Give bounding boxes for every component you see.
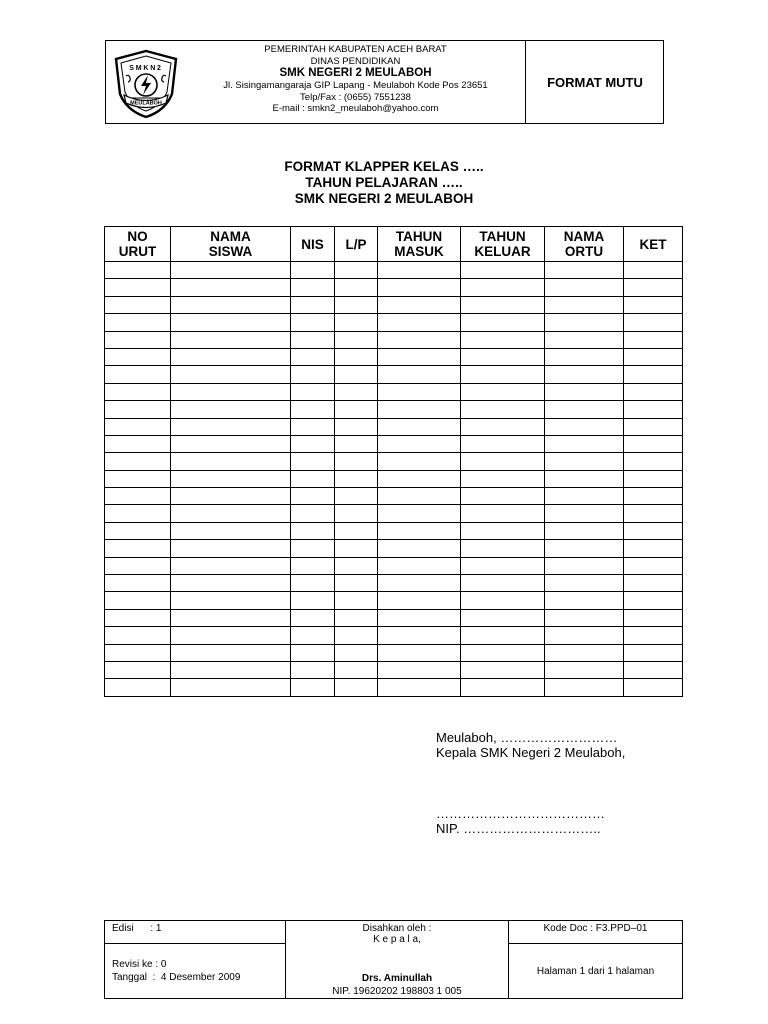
table-cell (171, 383, 291, 400)
table-cell (105, 383, 171, 400)
table-cell (624, 592, 683, 609)
table-cell (461, 418, 545, 435)
table-cell (291, 488, 335, 505)
table-cell (461, 435, 545, 452)
document-title: FORMAT KLAPPER KELAS ….. (284, 159, 484, 174)
table-cell (291, 609, 335, 626)
table-cell (291, 366, 335, 383)
table-cell (378, 262, 461, 279)
table-cell (171, 401, 291, 418)
table-cell (335, 331, 378, 348)
table-cell (545, 644, 624, 661)
col-tahun-masuk: TAHUN MASUK (378, 227, 461, 262)
table-cell (624, 314, 683, 331)
table-header-row (105, 227, 683, 262)
table-cell (105, 331, 171, 348)
table-cell (461, 331, 545, 348)
table-cell (545, 522, 624, 539)
table-cell (335, 627, 378, 644)
table-cell (378, 505, 461, 522)
table-cell (171, 366, 291, 383)
table-cell (335, 522, 378, 539)
table-cell (624, 401, 683, 418)
table-cell (291, 296, 335, 313)
table-cell (624, 366, 683, 383)
table-cell (461, 366, 545, 383)
revision-cell (105, 944, 286, 999)
table-cell (335, 453, 378, 470)
col-lp: L/P (335, 227, 378, 262)
table-cell (291, 435, 335, 452)
school-phone: Telp/Fax : (0655) 7551238 (300, 91, 411, 103)
page-count-cell: Halaman 1 dari 1 halaman (509, 944, 683, 999)
table-row (105, 348, 683, 365)
table-cell (378, 453, 461, 470)
institution-info (186, 40, 526, 124)
table-cell (171, 661, 291, 678)
table-cell (378, 661, 461, 678)
table-cell (624, 348, 683, 365)
edisi-cell: Edisi : 1 (105, 921, 286, 944)
table-cell (378, 383, 461, 400)
table-row (105, 679, 683, 696)
table-cell (335, 679, 378, 696)
table-cell (624, 453, 683, 470)
table-cell (624, 296, 683, 313)
table-cell (378, 592, 461, 609)
table-cell (105, 296, 171, 313)
table-cell (105, 314, 171, 331)
table-cell (291, 644, 335, 661)
col-nis: NIS (291, 227, 335, 262)
table-cell (291, 262, 335, 279)
table-row (105, 644, 683, 661)
table-cell (461, 453, 545, 470)
table-cell (545, 435, 624, 452)
school-title: SMK NEGERI 2 MEULABOH (294, 191, 474, 206)
table-cell (624, 661, 683, 678)
table-row (105, 435, 683, 452)
approved-by-label: Disahkan oleh : (362, 923, 432, 934)
table-cell (461, 488, 545, 505)
table-cell (335, 314, 378, 331)
table-cell (291, 453, 335, 470)
table-cell (291, 557, 335, 574)
table-row (105, 488, 683, 505)
table-cell (171, 679, 291, 696)
table-cell (291, 279, 335, 296)
table-cell (545, 383, 624, 400)
table-cell (624, 644, 683, 661)
revision-number: Revisi ke : 0 (112, 959, 167, 970)
table-cell (105, 609, 171, 626)
table-cell (171, 435, 291, 452)
table-cell (105, 575, 171, 592)
table-row (105, 522, 683, 539)
table-cell (461, 383, 545, 400)
table-row (105, 453, 683, 470)
approver-nip: NIP. 19620202 198803 1 005 (332, 986, 462, 997)
table-cell (171, 609, 291, 626)
table-cell (624, 279, 683, 296)
table-cell (335, 401, 378, 418)
table-cell (105, 279, 171, 296)
table-cell (378, 540, 461, 557)
table-cell (105, 557, 171, 574)
table-cell (545, 575, 624, 592)
table-cell (291, 314, 335, 331)
table-cell (378, 314, 461, 331)
table-cell (461, 505, 545, 522)
table-cell (171, 488, 291, 505)
klapper-table (104, 226, 683, 697)
table-cell (171, 644, 291, 661)
school-address: Jl. Sisingamangaraja GIP Lapang - Meulaboh Kode Pos 23651 (223, 80, 488, 91)
table-cell (105, 418, 171, 435)
signatory-name-blank: ………………………………… (436, 806, 605, 821)
table-cell (461, 314, 545, 331)
table-cell (545, 418, 624, 435)
table-cell (105, 262, 171, 279)
table-cell (378, 522, 461, 539)
table-cell (171, 627, 291, 644)
table-cell (335, 540, 378, 557)
table-cell (378, 331, 461, 348)
table-cell (291, 679, 335, 696)
table-cell (291, 540, 335, 557)
table-cell (105, 470, 171, 487)
table-cell (105, 366, 171, 383)
table-cell (171, 314, 291, 331)
table-cell (545, 470, 624, 487)
table-cell (171, 470, 291, 487)
table-cell (105, 435, 171, 452)
table-row (105, 296, 683, 313)
table-cell (461, 592, 545, 609)
table-cell (335, 383, 378, 400)
table-cell (291, 575, 335, 592)
table-cell (171, 262, 291, 279)
table-cell (105, 592, 171, 609)
table-cell (624, 488, 683, 505)
table-cell (624, 609, 683, 626)
table-cell (291, 522, 335, 539)
table-cell (461, 661, 545, 678)
table-cell (291, 401, 335, 418)
school-name: SMK NEGERI 2 MEULABOH (279, 67, 432, 79)
table-cell (335, 470, 378, 487)
table-cell (291, 331, 335, 348)
revision-date: Tanggal : 4 Desember 2009 (112, 972, 241, 983)
table-cell (335, 661, 378, 678)
table-cell (105, 679, 171, 696)
table-row (105, 401, 683, 418)
table-cell (545, 331, 624, 348)
table-cell (171, 279, 291, 296)
table-cell (171, 505, 291, 522)
table-cell (378, 435, 461, 452)
table-row (105, 592, 683, 609)
table-cell (461, 557, 545, 574)
table-cell (105, 522, 171, 539)
table-cell (461, 401, 545, 418)
table-cell (105, 488, 171, 505)
table-cell (378, 418, 461, 435)
table-cell (378, 575, 461, 592)
table-cell (461, 470, 545, 487)
table-cell (378, 470, 461, 487)
table-cell (335, 557, 378, 574)
table-cell (461, 262, 545, 279)
table-row (105, 540, 683, 557)
col-no-urut: NO URUT (105, 227, 171, 262)
table-cell (291, 661, 335, 678)
table-cell (461, 522, 545, 539)
table-cell (335, 592, 378, 609)
table-row (105, 627, 683, 644)
table-cell (171, 540, 291, 557)
table-cell (105, 540, 171, 557)
table-cell (545, 296, 624, 313)
table-row (105, 661, 683, 678)
academic-year-title: TAHUN PELAJARAN ….. (305, 175, 463, 190)
table-cell (291, 592, 335, 609)
table-cell (545, 609, 624, 626)
table-cell (545, 348, 624, 365)
approval-cell (286, 921, 509, 999)
table-cell (545, 679, 624, 696)
table-cell (105, 661, 171, 678)
department-line: DINAS PENDIDIKAN (310, 55, 401, 67)
table-cell (545, 262, 624, 279)
table-cell (105, 348, 171, 365)
table-row (105, 262, 683, 279)
table-cell (335, 644, 378, 661)
table-cell (545, 488, 624, 505)
signatory-nip: NIP. ………………………….. (436, 821, 601, 836)
table-cell (335, 505, 378, 522)
table-cell (545, 366, 624, 383)
table-cell (291, 418, 335, 435)
approver-name: Drs. Aminullah (361, 973, 433, 984)
table-cell (624, 435, 683, 452)
table-cell (335, 418, 378, 435)
table-cell (624, 470, 683, 487)
government-line: PEMERINTAH KABUPATEN ACEH BARAT (264, 44, 447, 55)
table-cell (335, 348, 378, 365)
table-cell (624, 383, 683, 400)
logo-bottom-text: MEULABOH (130, 100, 162, 107)
table-row (105, 575, 683, 592)
table-cell (461, 679, 545, 696)
table-cell (545, 540, 624, 557)
table-cell (335, 262, 378, 279)
table-cell (105, 644, 171, 661)
table-row (105, 279, 683, 296)
table-cell (461, 279, 545, 296)
table-cell (545, 661, 624, 678)
doc-code-cell: Kode Doc : F3.PPD–01 (509, 921, 683, 944)
table-cell (378, 401, 461, 418)
school-logo (110, 48, 182, 120)
table-cell (624, 575, 683, 592)
table-cell (624, 505, 683, 522)
format-label: FORMAT MUTU (547, 74, 643, 90)
table-cell (624, 418, 683, 435)
table-cell (545, 453, 624, 470)
table-cell (105, 505, 171, 522)
table-cell (624, 540, 683, 557)
table-cell (624, 557, 683, 574)
table-row (105, 383, 683, 400)
table-row (105, 609, 683, 626)
table-cell (105, 401, 171, 418)
table-cell (335, 575, 378, 592)
table-cell (461, 644, 545, 661)
table-cell (171, 331, 291, 348)
table-cell (378, 296, 461, 313)
table-cell (291, 505, 335, 522)
table-cell (378, 348, 461, 365)
table-cell (624, 522, 683, 539)
table-cell (461, 627, 545, 644)
table-cell (291, 348, 335, 365)
table-cell (378, 627, 461, 644)
table-cell (171, 522, 291, 539)
table-cell (378, 279, 461, 296)
table-cell (335, 609, 378, 626)
table-cell (171, 348, 291, 365)
table-cell (291, 627, 335, 644)
table-cell (545, 401, 624, 418)
place-date: Meulaboh, ……………………… (436, 730, 618, 745)
col-ket: KET (624, 227, 683, 262)
table-cell (378, 679, 461, 696)
table-cell (171, 557, 291, 574)
school-email: E-mail : smkn2_meulaboh@yahoo.com (272, 103, 439, 114)
table-cell (378, 488, 461, 505)
table-cell (171, 418, 291, 435)
table-cell (545, 279, 624, 296)
table-cell (171, 296, 291, 313)
table-cell (461, 348, 545, 365)
table-cell (105, 453, 171, 470)
col-nama-siswa: NAMA SISWA (171, 227, 291, 262)
table-cell (461, 575, 545, 592)
col-tahun-keluar: TAHUN KELUAR (461, 227, 545, 262)
table-cell (545, 557, 624, 574)
table-row (105, 470, 683, 487)
table-row (105, 418, 683, 435)
table-row (105, 314, 683, 331)
table-cell (461, 296, 545, 313)
table-row (105, 505, 683, 522)
table-cell (624, 627, 683, 644)
logo-top-text: SMKN2 (129, 65, 163, 72)
table-cell (171, 592, 291, 609)
table-cell (335, 366, 378, 383)
table-cell (624, 262, 683, 279)
table-cell (545, 627, 624, 644)
table-cell (545, 505, 624, 522)
table-cell (105, 627, 171, 644)
table-cell (461, 609, 545, 626)
table-cell (378, 609, 461, 626)
table-cell (624, 331, 683, 348)
signatory-title: Kepala SMK Negeri 2 Meulaboh, (436, 745, 626, 760)
table-cell (171, 453, 291, 470)
document-control-footer (104, 920, 683, 999)
table-cell (545, 592, 624, 609)
col-nama-ortu: NAMA ORTU (545, 227, 624, 262)
table-cell (335, 488, 378, 505)
table-cell (291, 470, 335, 487)
table-cell (378, 644, 461, 661)
table-row (105, 557, 683, 574)
table-row (105, 331, 683, 348)
table-cell (624, 679, 683, 696)
table-cell (335, 296, 378, 313)
table-cell (171, 575, 291, 592)
table-cell (545, 314, 624, 331)
table-cell (335, 435, 378, 452)
table-cell (378, 557, 461, 574)
approver-title: K e p a l a, (373, 934, 421, 945)
table-cell (335, 279, 378, 296)
table-cell (378, 366, 461, 383)
table-cell (291, 383, 335, 400)
table-row (105, 366, 683, 383)
table-cell (461, 540, 545, 557)
